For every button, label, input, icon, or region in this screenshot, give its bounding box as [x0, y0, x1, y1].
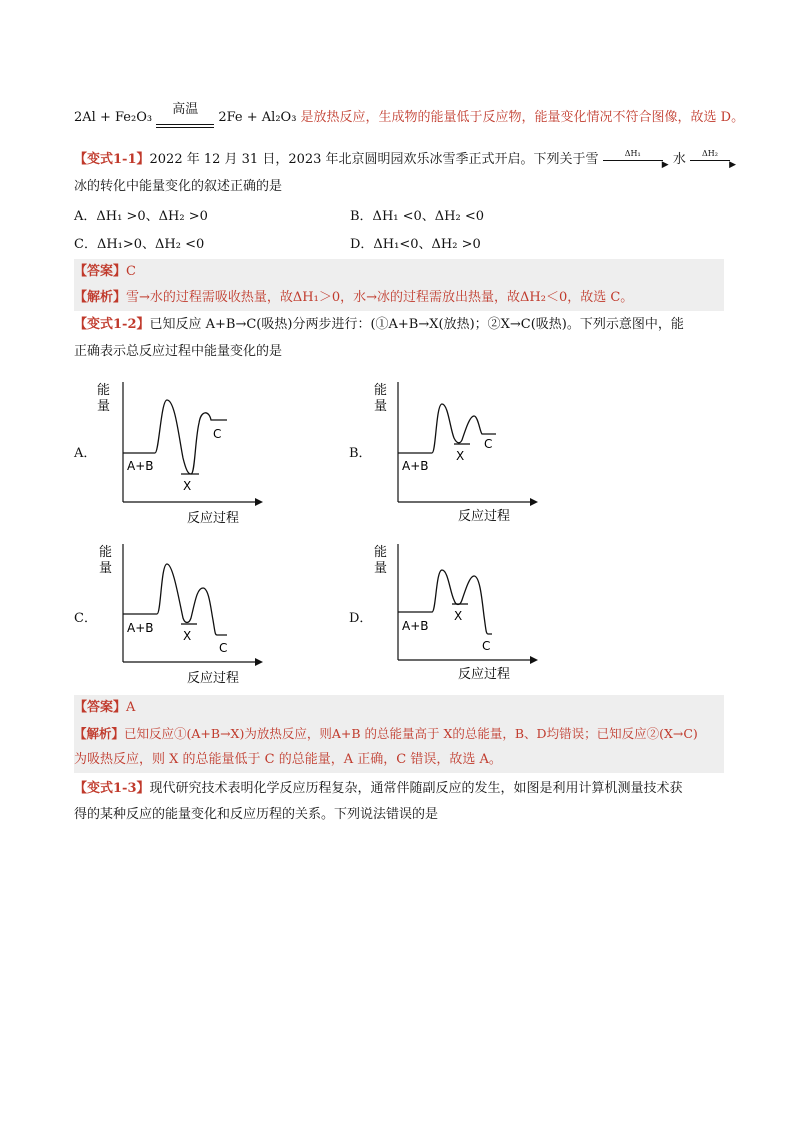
- diagram-d-ylabel1: 能: [374, 545, 388, 560]
- diagram-d-start: A+B: [402, 619, 429, 633]
- diagram-b-ylabel1: 能: [374, 383, 388, 398]
- diagram-a: [95, 378, 275, 534]
- arrow-dh1: ΔH₁ ▶: [603, 153, 669, 167]
- q2-analysis-line1: [74, 724, 698, 744]
- q1-mid: 水: [672, 152, 686, 167]
- arrow-dh2: ΔH₂ ▶: [690, 153, 736, 167]
- q2-tag: 【变式1-2】: [74, 317, 150, 332]
- q1-option-b: B．ΔH₁ <0、ΔH₂ <0: [350, 209, 485, 224]
- q2-answer: A: [126, 700, 136, 715]
- q1-answer: C: [126, 264, 136, 279]
- q2-analysis-tag: 【解析】: [74, 726, 125, 741]
- q2-analysis-a: 已知反应①(A+B→X)为放热反应，则A+B 的总能量高于 X的总能量，B、D均错误；已知反应②(X→C): [124, 726, 698, 741]
- q3-stem-a: 现代研究技术表明化学反应历程复杂，通常伴随副反应的发生，如图是利用计算机测量技术获: [149, 781, 683, 796]
- q3-tag: 【变式1-3】: [74, 781, 150, 796]
- diagram-a-ylabel1: 能: [97, 383, 111, 398]
- q2-stem-a: 已知反应 A+B→C(吸热)分两步进行：(①A+B→X(放热)；②X→C(吸热)。下列示意图中，能: [149, 317, 684, 332]
- diagram-b-xlabel: 反应过程: [458, 509, 511, 524]
- q1-option-d: D．ΔH₁<0、ΔH₂ >0: [350, 237, 481, 252]
- q2-answer-line: [74, 698, 135, 718]
- q0-line: [74, 102, 745, 128]
- q1-analysis-line: [74, 288, 633, 308]
- q1-tag: 【变式1-1】: [74, 152, 150, 167]
- q0-text: 是放热反应，生成物的能量低于反应物，能量变化情况不符合图像，故选 D。: [300, 110, 745, 125]
- q3-stem-line1: [74, 779, 683, 799]
- diagram-a-end: C: [213, 427, 222, 441]
- diagram-a-start: A+B: [127, 459, 154, 473]
- diagram-c-start: A+B: [127, 621, 154, 635]
- diagram-c-ylabel1: 能: [99, 545, 113, 560]
- diagram-d-ylabel2: 量: [374, 561, 388, 576]
- q1-option-a: A．ΔH₁ >0、ΔH₂ >0: [74, 209, 208, 224]
- diagram-b-mid: X: [456, 449, 465, 463]
- q3-stem-line2: 得的某种反应的能量变化和反应历程的关系。下列说法错误的是: [74, 807, 439, 822]
- diagram-d: [370, 540, 550, 696]
- diagram-b-ylabel2: 量: [374, 399, 388, 414]
- diagram-b-end: C: [484, 437, 493, 451]
- equation-right: 2Fe + Al₂O₃: [218, 110, 297, 125]
- diagram-c-xlabel: 反应过程: [187, 671, 240, 686]
- q1-analysis-tag: 【解析】: [74, 290, 127, 305]
- q1-stem-line1: [74, 150, 736, 170]
- q1-stem-line2: 冰的转化中能量变化的叙述正确的是: [74, 179, 283, 194]
- equation-left: 2Al + Fe₂O₃: [74, 110, 153, 125]
- q2-answer-tag: 【答案】: [74, 700, 127, 715]
- q1-analysis: 雪→水的过程需吸收热量，故ΔH₁＞0，水→冰的过程需放出热量，故ΔH₂＜0，故选 C。: [126, 290, 634, 305]
- diagram-a-xlabel: 反应过程: [187, 511, 240, 526]
- diagram-d-xlabel: 反应过程: [458, 667, 511, 682]
- q1-stem-a: 2022 年 12 月 31 日，2023 年北京圆明园欢乐冰雪季正式开启。下列关于雪: [149, 152, 599, 167]
- q1-option-c: C．ΔH₁>0、ΔH₂ <0: [74, 237, 205, 252]
- equation-condition: 高温: [172, 102, 199, 117]
- q1-answer-line: [74, 262, 136, 282]
- q2-stem-line1: [74, 315, 684, 335]
- diagram-d-mid: X: [454, 609, 463, 623]
- diagram-a-ylabel2: 量: [97, 399, 111, 414]
- diagram-b: [370, 378, 550, 534]
- diagram-b-option: B．: [349, 446, 372, 461]
- equation-arrow: [156, 102, 214, 128]
- q2-analysis-line2: 为吸热反应，则 X 的总能量低于 C 的总能量，A 正确，C 错误，故选 A。: [74, 752, 502, 767]
- diagram-d-end: C: [482, 639, 491, 653]
- diagram-c-option: C．: [74, 611, 97, 626]
- diagram-b-start: A+B: [402, 459, 429, 473]
- diagram-c-ylabel2: 量: [99, 561, 113, 576]
- diagram-d-option: D．: [349, 611, 373, 626]
- diagram-a-option: A．: [74, 446, 97, 461]
- diagram-c-end: C: [219, 641, 228, 655]
- diagram-c: [95, 540, 275, 696]
- q1-answer-tag: 【答案】: [74, 264, 127, 279]
- q2-stem-line2: 正确表示总反应过程中能量变化的是: [74, 344, 283, 359]
- diagram-c-mid: X: [183, 629, 192, 643]
- diagram-a-mid: X: [183, 479, 192, 493]
